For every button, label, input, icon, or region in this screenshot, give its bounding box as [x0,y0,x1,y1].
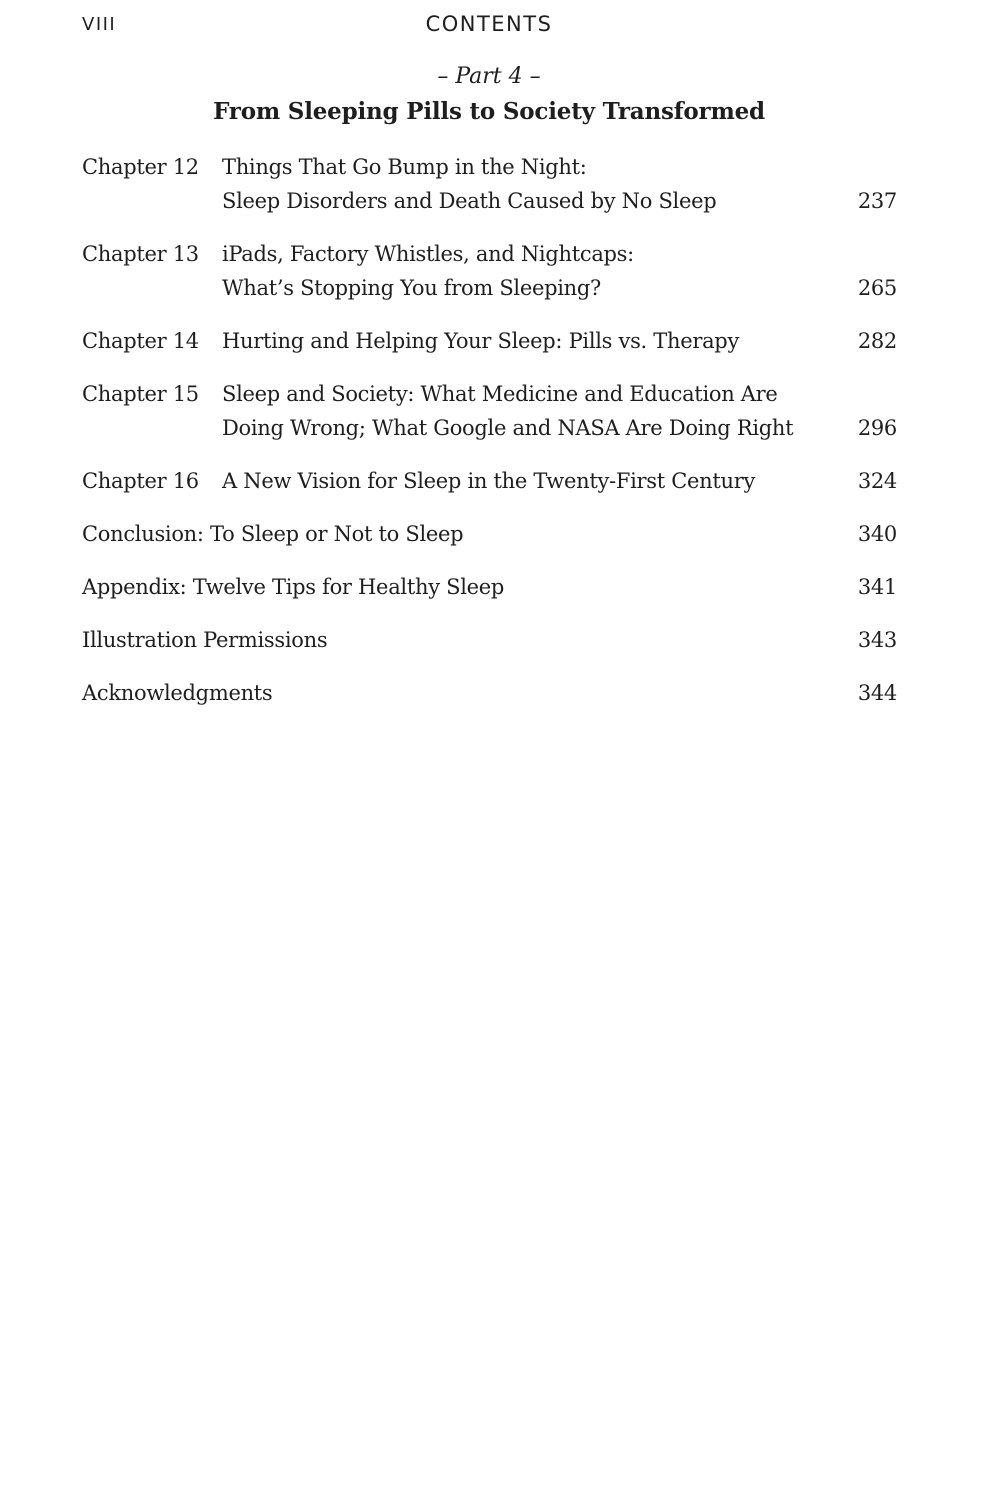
entry-title: Appendix: Twelve Tips for Healthy Sleep [82,575,505,599]
page-number: 344 [857,681,897,705]
running-header [0,10,993,44]
chapter-title-line: Doing Wrong; What Google and NASA Are Doing Right [222,416,794,440]
entry-title: Illustration Permissions [82,628,328,652]
chapter-title-line: What’s Stopping You from Sleeping? [222,276,601,300]
chapter-title-line: Hurting and Helping Your Sleep: Pills vs. Therapy [222,329,740,353]
running-title: CONTENTS [425,12,553,36]
page-number: 343 [857,628,897,652]
toc-entry-conclusion[interactable] [82,517,897,551]
chapter-title [222,377,897,445]
page-number: 324 [857,469,897,493]
chapter-title [222,324,897,358]
chapter-label: Chapter 12 [82,155,199,179]
entry-title: Conclusion: To Sleep or Not to Sleep [82,522,464,546]
page-number: 265 [857,276,897,300]
chapter-title-line: Sleep Disorders and Death Caused by No Sleep [222,189,717,213]
page-number: 296 [857,416,897,440]
chapter-title [222,464,897,498]
toc-entry-acknowledgments[interactable] [82,676,897,710]
toc-entry-appendix[interactable] [82,570,897,604]
page-number: 340 [857,522,897,546]
part-label: – Part 4 – [437,64,541,89]
chapter-title [222,237,897,305]
page-folio: VIII [82,14,117,35]
toc-entry-illustration-permissions[interactable] [82,623,897,657]
chapter-title [222,150,897,218]
part-title: From Sleeping Pills to Society Transformed [213,98,765,125]
chapter-title-line: iPads, Factory Whistles, and Nightcaps: [222,242,634,266]
toc-entry-chapter-12[interactable] [82,150,897,218]
entry-title: Acknowledgments [82,681,273,705]
page-number: 237 [857,189,897,213]
chapter-label: Chapter 13 [82,242,199,266]
toc-entry-chapter-15[interactable] [82,377,897,445]
toc-entry-chapter-16[interactable] [82,464,897,498]
page-number: 282 [857,329,897,353]
chapter-title-line: A New Vision for Sleep in the Twenty-First Century [222,469,756,493]
toc-entry-chapter-13[interactable] [82,237,897,305]
chapter-label: Chapter 14 [82,329,199,353]
chapter-title-line: Sleep and Society: What Medicine and Education Are [222,382,778,406]
toc-entry-chapter-14[interactable] [82,324,897,358]
page-number: 341 [857,575,897,599]
chapter-label: Chapter 16 [82,469,199,493]
table-of-contents [82,150,897,729]
chapter-title-line: Things That Go Bump in the Night: [222,155,587,179]
chapter-label: Chapter 15 [82,382,199,406]
